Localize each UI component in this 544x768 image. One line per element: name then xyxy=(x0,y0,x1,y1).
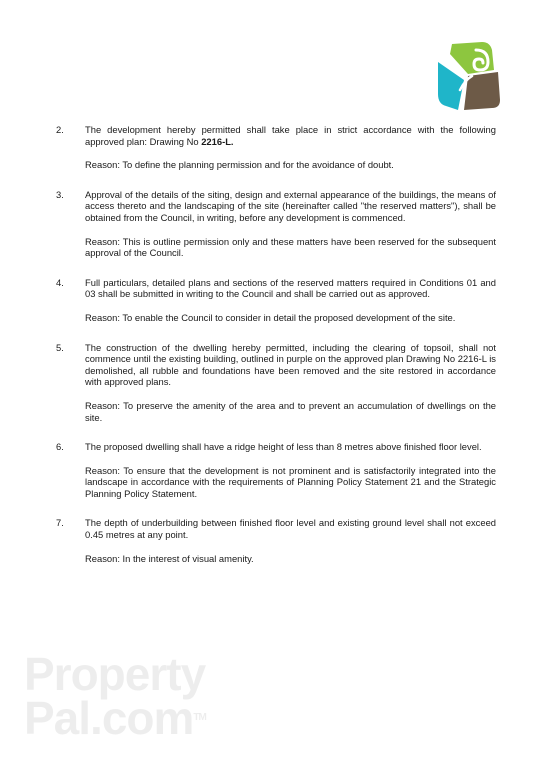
conditions-list xyxy=(56,124,496,564)
condition-text: The construction of the dwelling hereby permitted, including the clearing of topsoil, shall not commence until the existing building, outlined in purple on the approved plan Drawing No 2216-L is demolished, all rubble and foundations have been removed and the site restored in accordance with approved plans. xyxy=(85,341,496,388)
condition-reason: Reason: To enable the Council to consider in detail the proposed development of the site. xyxy=(85,311,456,323)
condition-reason: Reason: This is outline permission only and these matters have been reserved for the subsequent approval of the Council. xyxy=(85,235,496,259)
condition-reason: Reason: In the interest of visual amenity. xyxy=(85,552,254,564)
condition-number: 3. xyxy=(56,188,64,200)
condition-item xyxy=(56,342,496,424)
condition-text xyxy=(85,124,496,147)
council-logo-icon xyxy=(432,40,504,112)
condition-number: 6. xyxy=(56,441,64,453)
condition-text: Full particulars, detailed plans and sections of the reserved matters required in Conditions 01 and 03 shall be submitted in writing to the Council and shall be carried out as approved. xyxy=(85,276,496,300)
drawing-number: 2216-L. xyxy=(201,135,234,147)
condition-reason: Reason: To define the planning permission and for the avoidance of doubt. xyxy=(85,159,394,171)
condition-number: 4. xyxy=(56,276,64,288)
condition-text-main: The development hereby permitted shall take place in strict accordance with the following approved plan: Drawing No xyxy=(85,124,496,147)
condition-number: 2. xyxy=(56,124,64,135)
condition-item xyxy=(56,189,496,259)
condition-reason: Reason: To ensure that the development is not prominent and is satisfactorily integrated into the landscape in accordance with the requirements of Planning Policy Statement 21 and the Strategic Planning Policy Statement. xyxy=(85,464,496,499)
condition-text: The depth of underbuilding between finished floor level and existing ground level shall not exceed 0.45 metres at any point. xyxy=(85,517,496,541)
watermark-line-1: Property xyxy=(24,648,206,700)
condition-text: The proposed dwelling shall have a ridge height of less than 8 metres above finished floor level. xyxy=(85,441,482,453)
condition-reason: Reason: To preserve the amenity of the area and to prevent an accumulation of dwellings on the site. xyxy=(85,399,496,423)
condition-item xyxy=(56,124,496,171)
condition-item xyxy=(56,277,496,324)
condition-item xyxy=(56,517,496,564)
condition-number: 5. xyxy=(56,341,64,353)
propertypal-watermark xyxy=(24,648,206,744)
condition-item xyxy=(56,441,496,499)
watermark-line-2: Pal.com xyxy=(24,692,194,744)
condition-number: 7. xyxy=(56,517,64,529)
watermark-tm: TM xyxy=(193,712,206,723)
condition-text: Approval of the details of the siting, design and external appearance of the buildings, the means of access thereto and the landscaping of the site (hereinafter called "the reserved matters"), shall be obtained from the Council, in writing, before any development is commenced. xyxy=(85,188,496,223)
